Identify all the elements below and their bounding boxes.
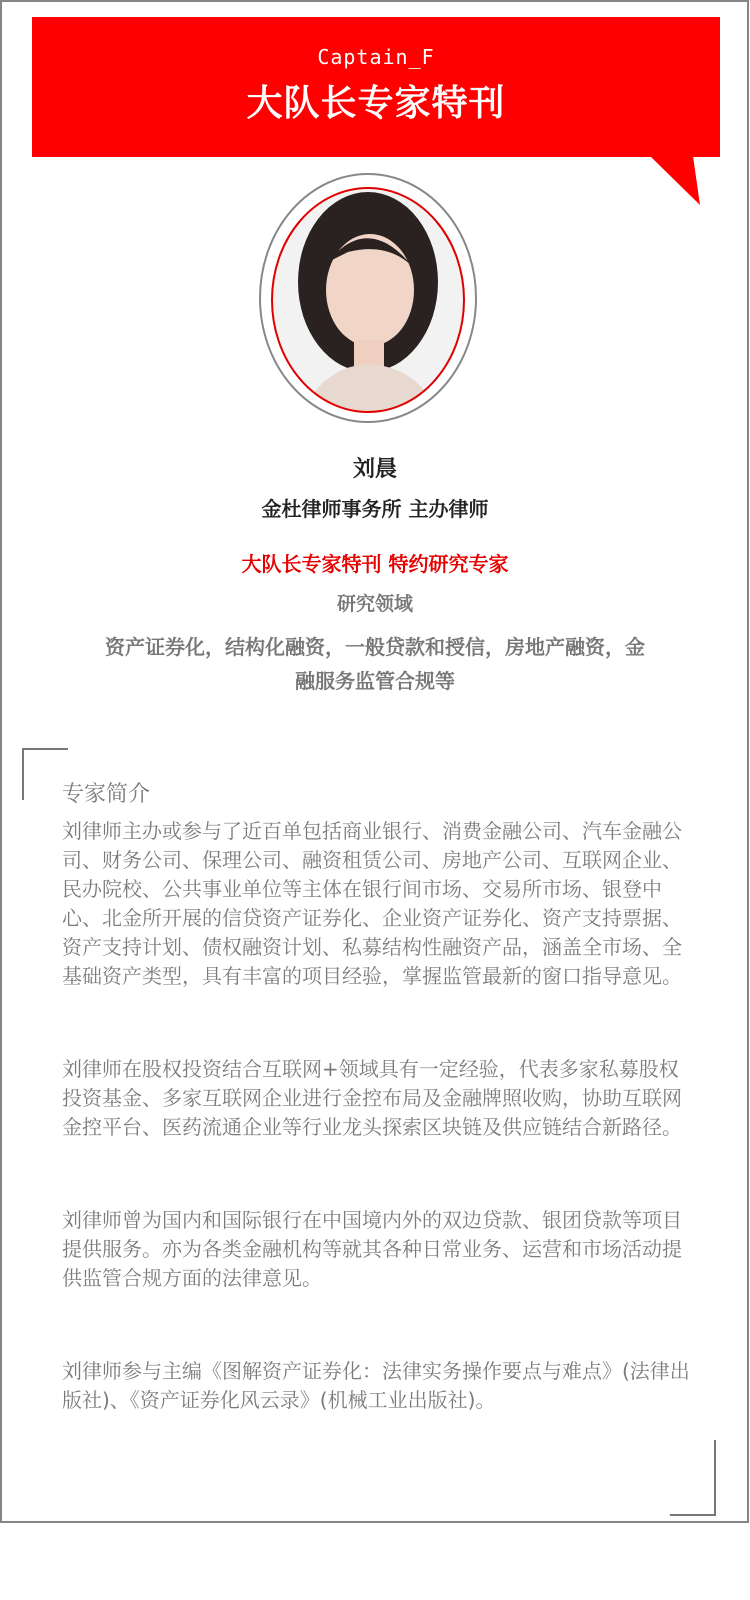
intro-section [62,780,692,1479]
expert-position: 金杜律师事务所 主办律师 [261,497,489,521]
expert-name: 刘晨 [352,456,397,482]
intro-paragraph: 刘律师曾为国内和国际银行在中国境内外的双边贷款、银团贷款等项目提供服务。亦为各类金融机构等就其各种日常业务、运营和市场活动提供监管合规方面的法律意见。 [62,1208,682,1290]
brand-name: Captain_F [317,45,435,69]
research-fields: 资产证券化，结构化融资，一般贷款和授信，房地产融资，金融服务监管合规等 [105,635,645,693]
intro-title: 专家简介 [62,782,151,807]
intro-paragraph: 刘律师参与主编《图解资产证券化：法律实务操作要点与难点》(法律出版社)、《资产证券化风云录》(机械工业出版社)。 [62,1359,690,1412]
portrait-photo [258,172,478,424]
intro-paragraph: 刘律师主办或参与了近百单包括商业银行、消费金融公司、汽车金融公司、财务公司、保理公司、融资租赁公司、房地产公司、互联网企业、民办院校、公共事业单位等主体在银行间市场、交易所市场、银登中心、北金所开展的信贷资产证券化、企业资产证券化、资产支持票据、资产支持计划、债权融资计划、私募结构性融资产品，涵盖全市场、全基础资产类型，具有丰富的项目经验，掌握监管最新的窗口指导意见。 [62,819,682,988]
header-title: 大队长专家特刊 [246,82,506,124]
research-field-label: 研究领域 [336,593,413,615]
expert-role: 大队长专家特刊 特约研究专家 [241,552,509,576]
intro-paragraph: 刘律师在股权投资结合互联网+领域具有一定经验，代表多家私募股权投资基金、多家互联网企业进行金控布局及金融牌照收购，协助互联网金控平台、医药流通企业等行业龙头探索区块链及供应链结合新路径。 [62,1057,682,1139]
